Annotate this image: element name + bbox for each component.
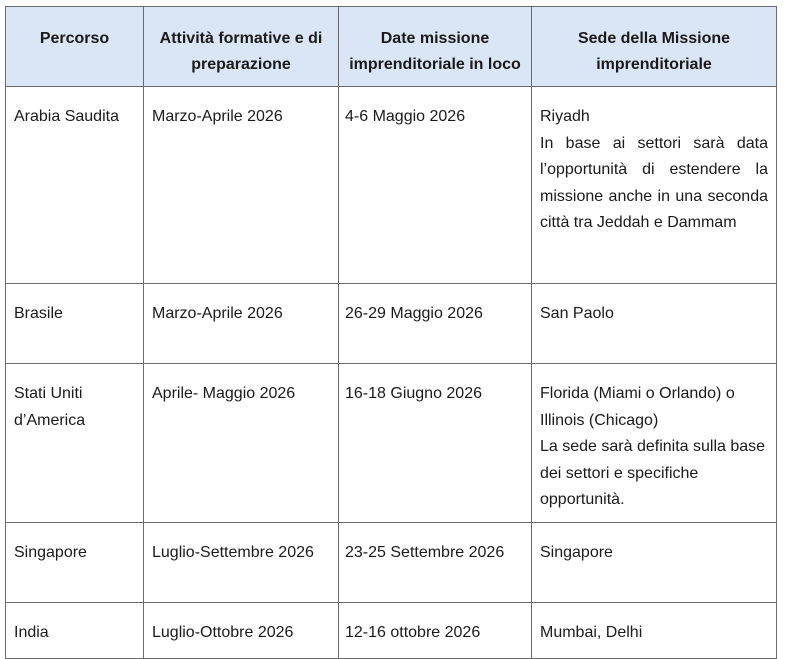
cell-percorso: Singapore xyxy=(6,522,144,602)
cell-percorso: India xyxy=(6,602,144,658)
cell-sede xyxy=(532,284,777,364)
sede-line: Singapore xyxy=(540,543,613,561)
cell-attivita: Luglio-Settembre 2026 xyxy=(144,522,339,602)
table-row xyxy=(6,364,777,523)
table-row xyxy=(6,522,777,602)
header-sede: Sede della Missione imprenditoriale xyxy=(532,7,777,87)
cell-date: 26-29 Maggio 2026 xyxy=(339,284,532,364)
cell-date: 12-16 ottobre 2026 xyxy=(339,602,532,658)
cell-percorso: Brasile xyxy=(6,284,144,364)
header-percorso: Percorso xyxy=(6,7,144,87)
table-row xyxy=(6,602,777,658)
cell-date: 16-18 Giugno 2026 xyxy=(339,364,532,523)
table-body xyxy=(6,87,777,659)
cell-sede xyxy=(532,87,777,284)
sede-line: La sede sarà definita sulla base dei settori e specifiche opportunità. xyxy=(540,438,766,508)
sede-line: Florida (Miami o Orlando) o Illinois (Chicago) xyxy=(540,385,735,429)
table-row xyxy=(6,87,777,284)
sede-line: In base ai settori sarà data l’opportunità di estendere la missione anche in una seconda città tra Jeddah e Dammam xyxy=(540,134,768,231)
cell-percorso: Arabia Saudita xyxy=(6,87,144,284)
table-header xyxy=(6,7,777,87)
cell-attivita: Aprile- Maggio 2026 xyxy=(144,364,339,523)
cell-date: 23-25 Settembre 2026 xyxy=(339,522,532,602)
sede-line: San Paolo xyxy=(540,305,614,322)
cell-sede xyxy=(532,522,777,602)
cell-attivita: Marzo-Aprile 2026 xyxy=(144,284,339,364)
sede-line: Mumbai, Delhi xyxy=(540,623,643,641)
cell-attivita: Luglio-Ottobre 2026 xyxy=(144,602,339,658)
header-attivita: Attività formative e di preparazione xyxy=(144,7,339,87)
cell-date: 4-6 Maggio 2026 xyxy=(339,87,532,284)
header-row xyxy=(6,7,777,87)
missions-table xyxy=(5,6,777,659)
cell-percorso: Stati Uniti d’America xyxy=(6,364,144,523)
table-row xyxy=(6,284,777,364)
cell-sede xyxy=(532,364,777,523)
header-date: Date missione imprenditoriale in loco xyxy=(339,7,532,87)
sede-line: Riyadh xyxy=(540,108,590,125)
cell-sede xyxy=(532,602,777,658)
cell-attivita: Marzo-Aprile 2026 xyxy=(144,87,339,284)
